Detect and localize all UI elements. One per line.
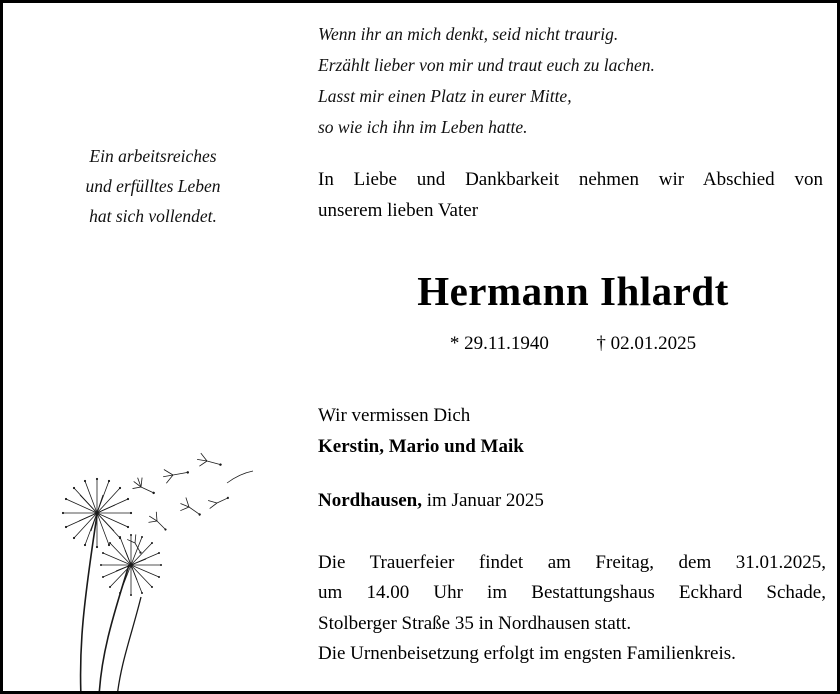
dandelion-icon — [21, 447, 301, 694]
intro-text — [318, 165, 823, 227]
poem-line-3: Lasst mir einen Platz in eurer Mitte, — [318, 86, 572, 107]
epitaph-line-1: Ein arbeitsreiches — [89, 146, 217, 166]
death-date: 02.01.2025 — [610, 333, 697, 354]
birth-symbol: * — [449, 333, 460, 354]
ceremony-line-4: Die Urnenbeisetzung erfolgt im engsten Familienkreis. — [318, 643, 736, 665]
intro-line-2: unserem lieben Vater — [318, 199, 479, 221]
life-dates — [313, 333, 833, 355]
poem-line-2: Erzählt lieber von mir und traut euch zu lachen. — [318, 55, 655, 76]
death-symbol: † — [596, 333, 606, 354]
right-column — [313, 3, 833, 691]
epitaph-line-2: und erfülltes Leben — [85, 176, 221, 197]
left-column — [3, 3, 303, 691]
ceremony-line-1: Die Trauerfeier findet am Freitag, dem 31.01.2025, — [318, 552, 826, 573]
ceremony-line-3: Stolberger Straße 35 in Nordhausen statt. — [318, 612, 632, 634]
missing-line: Wir vermissen Dich — [318, 405, 471, 426]
birth-date: 29.11.1940 — [464, 333, 549, 354]
epitaph-line-3: hat sich vollendet. — [89, 206, 217, 227]
place-date: im Januar 2025 — [426, 490, 544, 511]
place-city: Nordhausen, — [318, 490, 422, 511]
poem-line-4: so wie ich ihn im Leben hatte. — [318, 117, 528, 138]
ceremony-line-2: um 14.00 Uhr im Bestattungshaus Eckhard Schade, — [318, 582, 826, 604]
deceased-name: Hermann Ihlardt — [417, 268, 729, 314]
mourning-block — [318, 401, 823, 463]
place-and-date — [318, 490, 823, 512]
ceremony-details — [318, 548, 826, 670]
intro-line-1: In Liebe und Dankbarkeit nehmen wir Abschied von — [318, 169, 823, 190]
epitaph-text — [3, 141, 303, 231]
poem-line-1: Wenn ihr an mich denkt, seid nicht traurig. — [318, 24, 619, 44]
poem-text — [318, 19, 818, 144]
survivors-line: Kerstin, Mario und Maik — [318, 435, 524, 457]
